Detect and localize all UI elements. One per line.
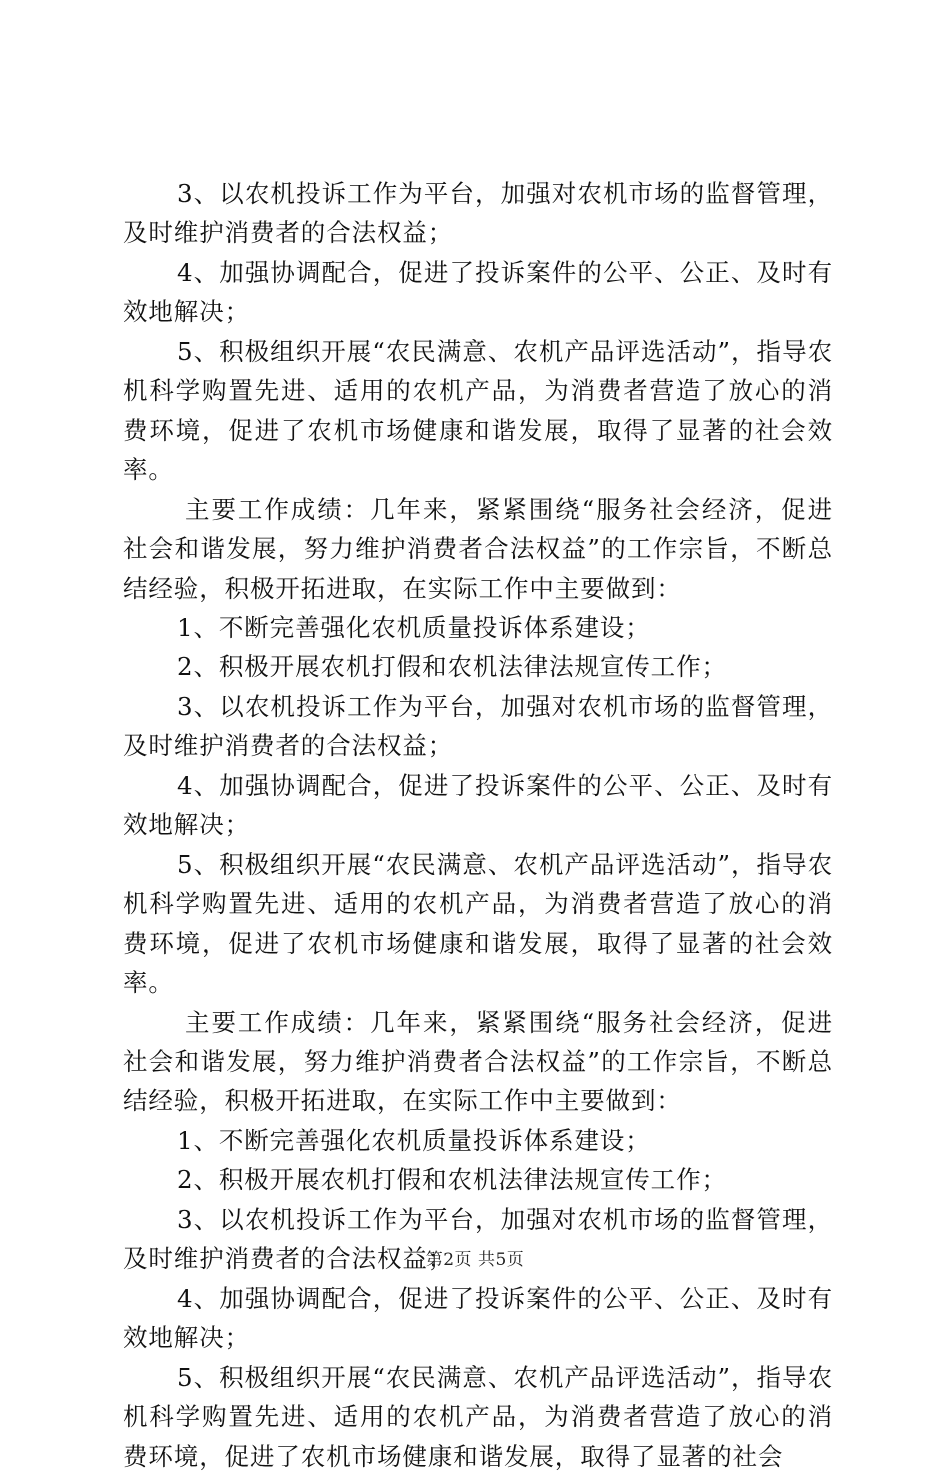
paragraph-item-1: 1、不断完善强化农机质量投诉体系建设；	[177, 1125, 651, 1155]
paragraph-item-3: 3、以农机投诉工作为平台，加强对农机市场的监督管理，及时维护消费者的合法权益；	[123, 179, 833, 248]
paragraph-item-2: 2、积极开展农机打假和农机法律法规宣传工作；	[177, 1165, 727, 1195]
paragraph-achievements: 主要工作成绩：几年来，紧紧围绕“服务社会经济，促进社会和谐发展，努力维护消费者合法权益”的工作宗旨，不断总结经验，积极开拓进取，在实际工作中主要做到：	[123, 494, 833, 603]
page-number-footer: 第2页 共5页	[425, 1250, 525, 1270]
paragraph-item-2: 2、积极开展农机打假和农机法律法规宣传工作；	[177, 652, 727, 682]
paragraph-item-5: 5、积极组织开展“农民满意、农机产品评选活动”，指导农机科学购置先进、适用的农机产品，为消费者营造了放心的消费环境，促进了农机市场健康和谐发展，取得了显著的社会效率。	[123, 849, 833, 998]
paragraph-item-3: 3、以农机投诉工作为平台，加强对农机市场的监督管理，及时维护消费者的合法权益；	[123, 691, 833, 761]
paragraph-item-1: 1、不断完善强化农机质量投诉体系建设；	[177, 612, 651, 642]
paragraph-item-4: 4、加强协调配合，促进了投诉案件的公平、公正、及时有效地解决；	[123, 257, 833, 327]
paragraph-achievements: 主要工作成绩：几年来，紧紧围绕“服务社会经济，促进社会和谐发展，努力维护消费者合法权益”的工作宗旨，不断总结经验，积极开拓进取，在实际工作中主要做到：	[123, 1007, 833, 1116]
paragraph-item-5: 5、积极组织开展“农民满意、农机产品评选活动”，指导农机科学购置先进、适用的农机产品，为消费者营造了放心的消费环境，促进了农机市场健康和谐发展，取得了显著的社会效率。	[123, 336, 833, 485]
paragraph-item-4: 4、加强协调配合，促进了投诉案件的公平、公正、及时有效地解决；	[123, 1283, 833, 1353]
document-body	[123, 174, 833, 1476]
paragraph-item-3: 3、以农机投诉工作为平台，加强对农机市场的监督管理，及时维护消费者的合法权益；	[123, 1204, 833, 1274]
paragraph-item-5: 5、积极组织开展“农民满意、农机产品评选活动”，指导农机科学购置先进、适用的农机产品，为消费者营造了放心的消费环境，促进了农机市场健康和谐发展，取得了显著的社会	[123, 1362, 833, 1471]
paragraph-item-4: 4、加强协调配合，促进了投诉案件的公平、公正、及时有效地解决；	[123, 770, 833, 840]
